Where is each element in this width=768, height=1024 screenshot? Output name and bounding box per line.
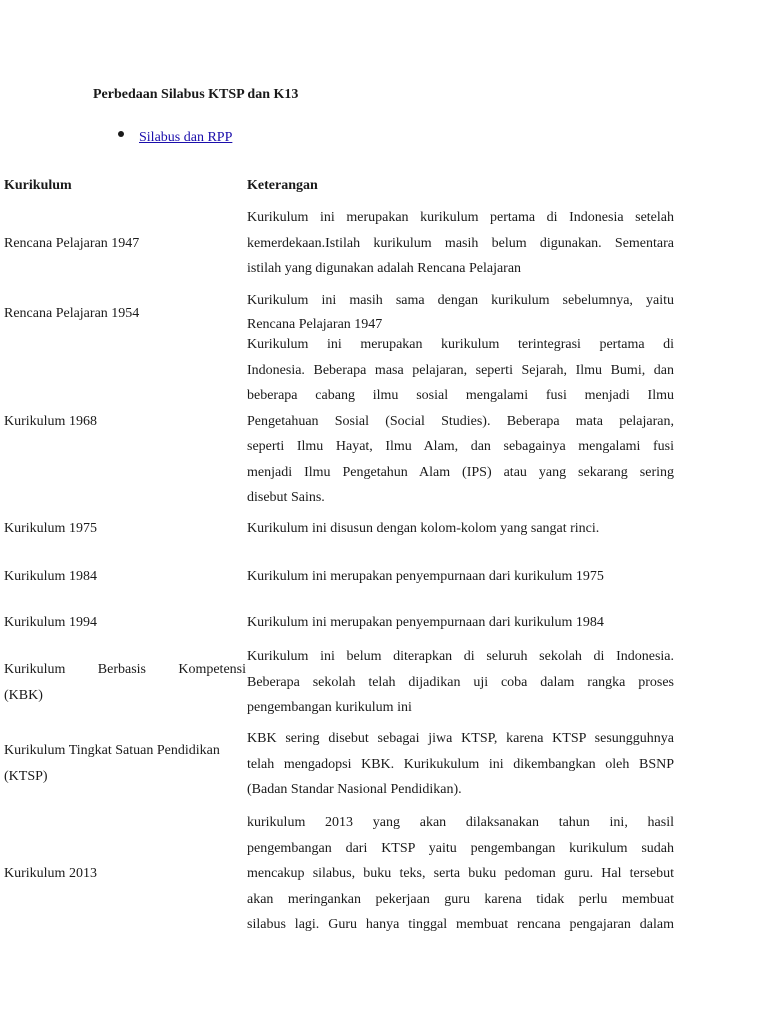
line: pengembangan kurikulum ini	[247, 700, 412, 715]
line: pengembangan dari KTSP yaitu pengembangan kurikulum sudah	[247, 840, 674, 856]
row-keterangan	[247, 644, 674, 721]
row-keterangan	[247, 332, 674, 511]
line: kurikulum 2013 yang akan dilaksanakan tahun ini, hasil	[247, 815, 674, 830]
line: (KBK)	[4, 687, 43, 703]
row-kurikulum: Kurikulum 1984	[4, 569, 97, 584]
line: istilah yang digunakan adalah Rencana Pelajaran	[247, 261, 522, 276]
line: Rencana Pelajaran 1947	[247, 317, 383, 332]
row-keterangan	[247, 810, 674, 938]
line: Kurikulum ini merupakan kurikulum pertama di Indonesia setelah	[247, 210, 674, 225]
row-keterangan	[247, 205, 674, 282]
line: disebut Sains.	[247, 490, 325, 505]
row-kurikulum: Kurikulum 2013	[4, 866, 97, 881]
row-kurikulum	[4, 657, 246, 708]
line: beberapa cabang ilmu sosial mengalami fusi menjadi Ilmu	[247, 388, 674, 403]
row-keterangan	[247, 610, 674, 636]
line: Kurikulum ini masih sama dengan kurikulum sebelumnya, yaitu	[247, 293, 674, 308]
row-kurikulum: Kurikulum 1975	[4, 521, 97, 536]
line: Beberapa sekolah telah dijadikan uji coba dalam rangka proses	[247, 674, 674, 690]
column-header-keterangan: Keterangan	[247, 178, 318, 193]
row-keterangan	[247, 726, 674, 803]
line: Indonesia. Beberapa masa pelajaran, seperti Sejarah, Ilmu Bumi, dan	[247, 362, 674, 378]
page-title: Perbedaan Silabus KTSP dan K13	[93, 87, 299, 102]
row-kurikulum: Kurikulum 1968	[4, 414, 97, 429]
line: KBK sering disebut sebagai jiwa KTSP, karena KTSP sesungguhnya	[247, 731, 674, 746]
line: Kurikulum Berbasis Kompetensi	[4, 662, 246, 677]
row-kurikulum: Rencana Pelajaran 1947	[4, 236, 140, 251]
line: (Badan Standar Nasional Pendidikan).	[247, 782, 462, 797]
line: Kurikulum ini merupakan kurikulum terintegrasi pertama di	[247, 337, 674, 352]
line: telah mengadopsi KBK. Kurikukulum ini dikembangkan oleh BSNP	[247, 756, 674, 772]
line: Kurikulum ini merupakan penyempurnaan dari kurikulum 1975	[247, 569, 604, 584]
line: akan meringankan pekerjaan guru karena tidak perlu membuat	[247, 891, 674, 907]
line: Kurikulum Tingkat Satuan Pendidikan	[4, 743, 220, 758]
bullet-icon	[118, 131, 124, 137]
row-kurikulum: Kurikulum 1994	[4, 615, 97, 630]
line: Pengetahuan Sosial (Social Studies). Beberapa mata pelajaran,	[247, 413, 674, 429]
row-keterangan	[247, 289, 674, 337]
line: seperti Ilmu Hayat, Ilmu Alam, dan sebagainya mengalami fusi	[247, 439, 674, 454]
silabus-rpp-link[interactable]: Silabus dan RPP	[139, 130, 233, 145]
line: menjadi Ilmu Pengetahun Alam (IPS) atau yang sekarang sering	[247, 464, 674, 480]
column-header-kurikulum: Kurikulum	[4, 178, 72, 193]
line: (KTSP)	[4, 768, 48, 784]
line: mencakup silabus, buku teks, serta buku pedoman guru. Hal tersebut	[247, 866, 674, 881]
line: Kurikulum ini merupakan penyempurnaan dari kurikulum 1984	[247, 615, 604, 630]
line: Kurikulum ini disusun dengan kolom-kolom yang sangat rinci.	[247, 521, 600, 536]
row-kurikulum	[4, 738, 246, 789]
line: silabus lagi. Guru hanya tinggal membuat rencana pengajaran dalam	[247, 917, 674, 932]
row-keterangan	[247, 516, 674, 542]
row-kurikulum: Rencana Pelajaran 1954	[4, 306, 140, 321]
row-keterangan	[247, 564, 674, 590]
line: Kurikulum ini belum diterapkan di seluruh sekolah di Indonesia.	[247, 649, 674, 664]
line: kemerdekaan.Istilah kurikulum masih belum digunakan. Sementara	[247, 235, 674, 251]
